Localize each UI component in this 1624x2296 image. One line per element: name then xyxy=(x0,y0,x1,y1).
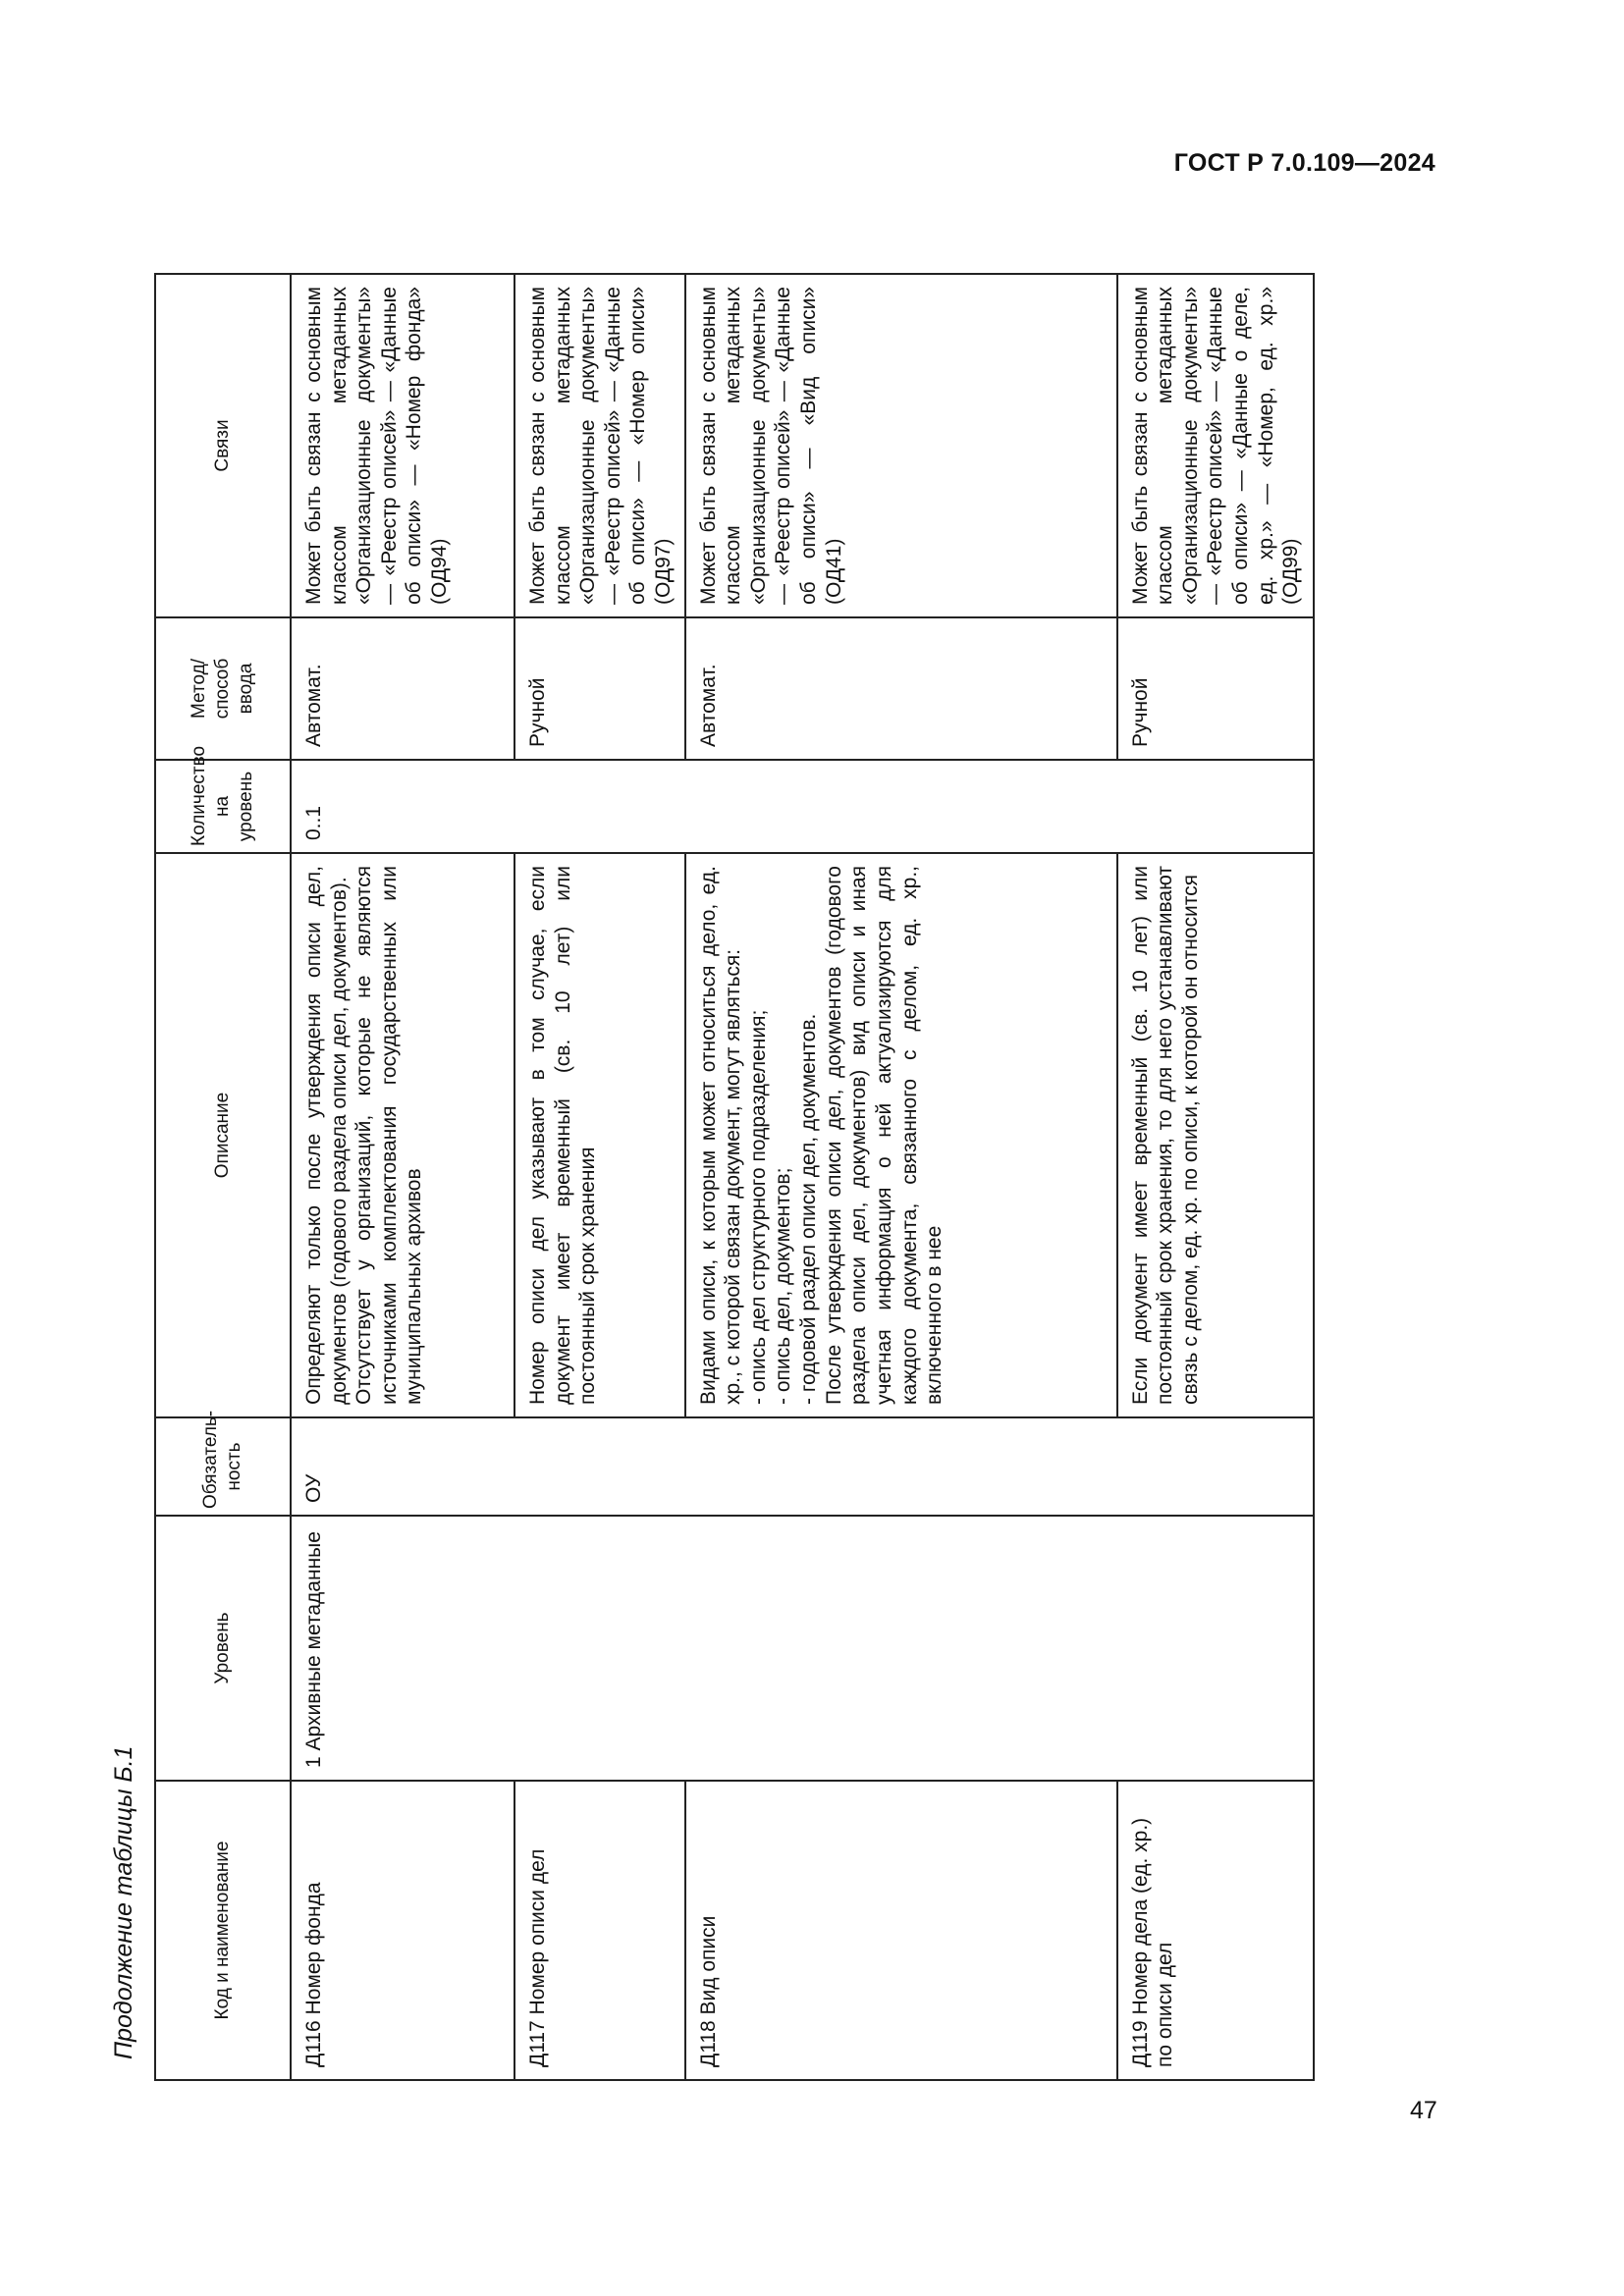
cell-level xyxy=(1117,1516,1314,1781)
document-code: ГОСТ Р 7.0.109—2024 xyxy=(1173,149,1435,177)
cell-level: 1 Архивные метаданные xyxy=(291,1516,514,1781)
header-links: Связи xyxy=(155,274,291,617)
cell-description: Если документ имеет временный (св. 10 лет) или постоянный срок хранения, то для него устанавливают связь с делом, ед. хр. по описи, к которой он относится xyxy=(1117,853,1314,1417)
cell-code: Д118 Вид описи xyxy=(685,1781,1117,2080)
cell-method: Автомат. xyxy=(291,617,514,760)
rotated-table-area xyxy=(110,275,1347,2081)
page-number: 47 xyxy=(1410,2097,1437,2124)
table-caption: Продолжение таблицы Б.1 xyxy=(110,1745,137,2059)
cell-links: Может быть связан с основным классом метаданных «Организационные документы» — «Реестр описей» — «Данные об описи» — «Номер описи» (ОД97) xyxy=(514,274,685,617)
cell-quantity xyxy=(1117,760,1314,853)
cell-method: Автомат. xyxy=(685,617,1117,760)
cell-obligation xyxy=(1117,1417,1314,1516)
cell-quantity xyxy=(685,760,1117,853)
cell-method: Ручной xyxy=(1117,617,1314,760)
cell-links: Может быть связан с основным классом метаданных «Организационные документы» — «Реестр описей» — «Данные об описи» — «Номер фонда» (ОД94) xyxy=(291,274,514,617)
cell-links: Может быть связан с основным классом метаданных «Организационные документы» — «Реестр описей» — «Данные об описи» — «Данные о деле, ед. хр.» — «Номер, ед. хр.» (ОД99) xyxy=(1117,274,1314,617)
cell-level xyxy=(685,1516,1117,1781)
table-row xyxy=(685,274,1117,2080)
cell-description: Номер описи дел указывают в том случае, если документ имеет временный (св. 10 лет) или постоянный срок хранения xyxy=(514,853,685,1417)
table-row xyxy=(514,274,685,2080)
cell-method: Ручной xyxy=(514,617,685,760)
header-level: Уровень xyxy=(155,1516,291,1781)
cell-code: Д119 Номер дела (ед. хр.) по описи дел xyxy=(1117,1781,1314,2080)
header-quantity: Количество на уровень xyxy=(155,760,291,853)
cell-obligation xyxy=(514,1417,685,1516)
cell-description: Определяют только после утверждения описи дел, документов (годового раздела описи дел, документов). Отсутствует у организаций, которые не являются источниками комплектования государственных или муниципальных архивов xyxy=(291,853,514,1417)
header-obligation: Обязатель- ность xyxy=(155,1417,291,1516)
header-description: Описание xyxy=(155,853,291,1417)
cell-obligation xyxy=(685,1417,1117,1516)
cell-code: Д116 Номер фонда xyxy=(291,1781,514,2080)
header-method: Метод/ способ ввода xyxy=(155,617,291,760)
cell-description: Видами описи, к которым может относиться дело, ед. хр., с которой связан документ, могут являться: - опись дел структурного подразделения; - опись дел, документов; - годовой раздел описи дел, документов. После утверждения описи дел, документов (годового раздела описи дел, документов) вид описи и иная учетная информация о ней актуализируются для каждого документа, связанного с делом, ед. хр., включенного в нее xyxy=(685,853,1117,1417)
cell-quantity xyxy=(514,760,685,853)
table-header-row xyxy=(155,274,291,2080)
table-row xyxy=(291,274,514,2080)
cell-links: Может быть связан с основным классом метаданных «Организационные документы» — «Реестр описей» — «Данные об описи» — «Вид описи» (ОД41) xyxy=(685,274,1117,617)
cell-code: Д117 Номер описи дел xyxy=(514,1781,685,2080)
metadata-table xyxy=(154,273,1315,2081)
cell-level xyxy=(514,1516,685,1781)
cell-quantity: 0..1 xyxy=(291,760,514,853)
cell-obligation: ОУ xyxy=(291,1417,514,1516)
table-row xyxy=(1117,274,1314,2080)
header-code-name: Код и наименование xyxy=(155,1781,291,2080)
